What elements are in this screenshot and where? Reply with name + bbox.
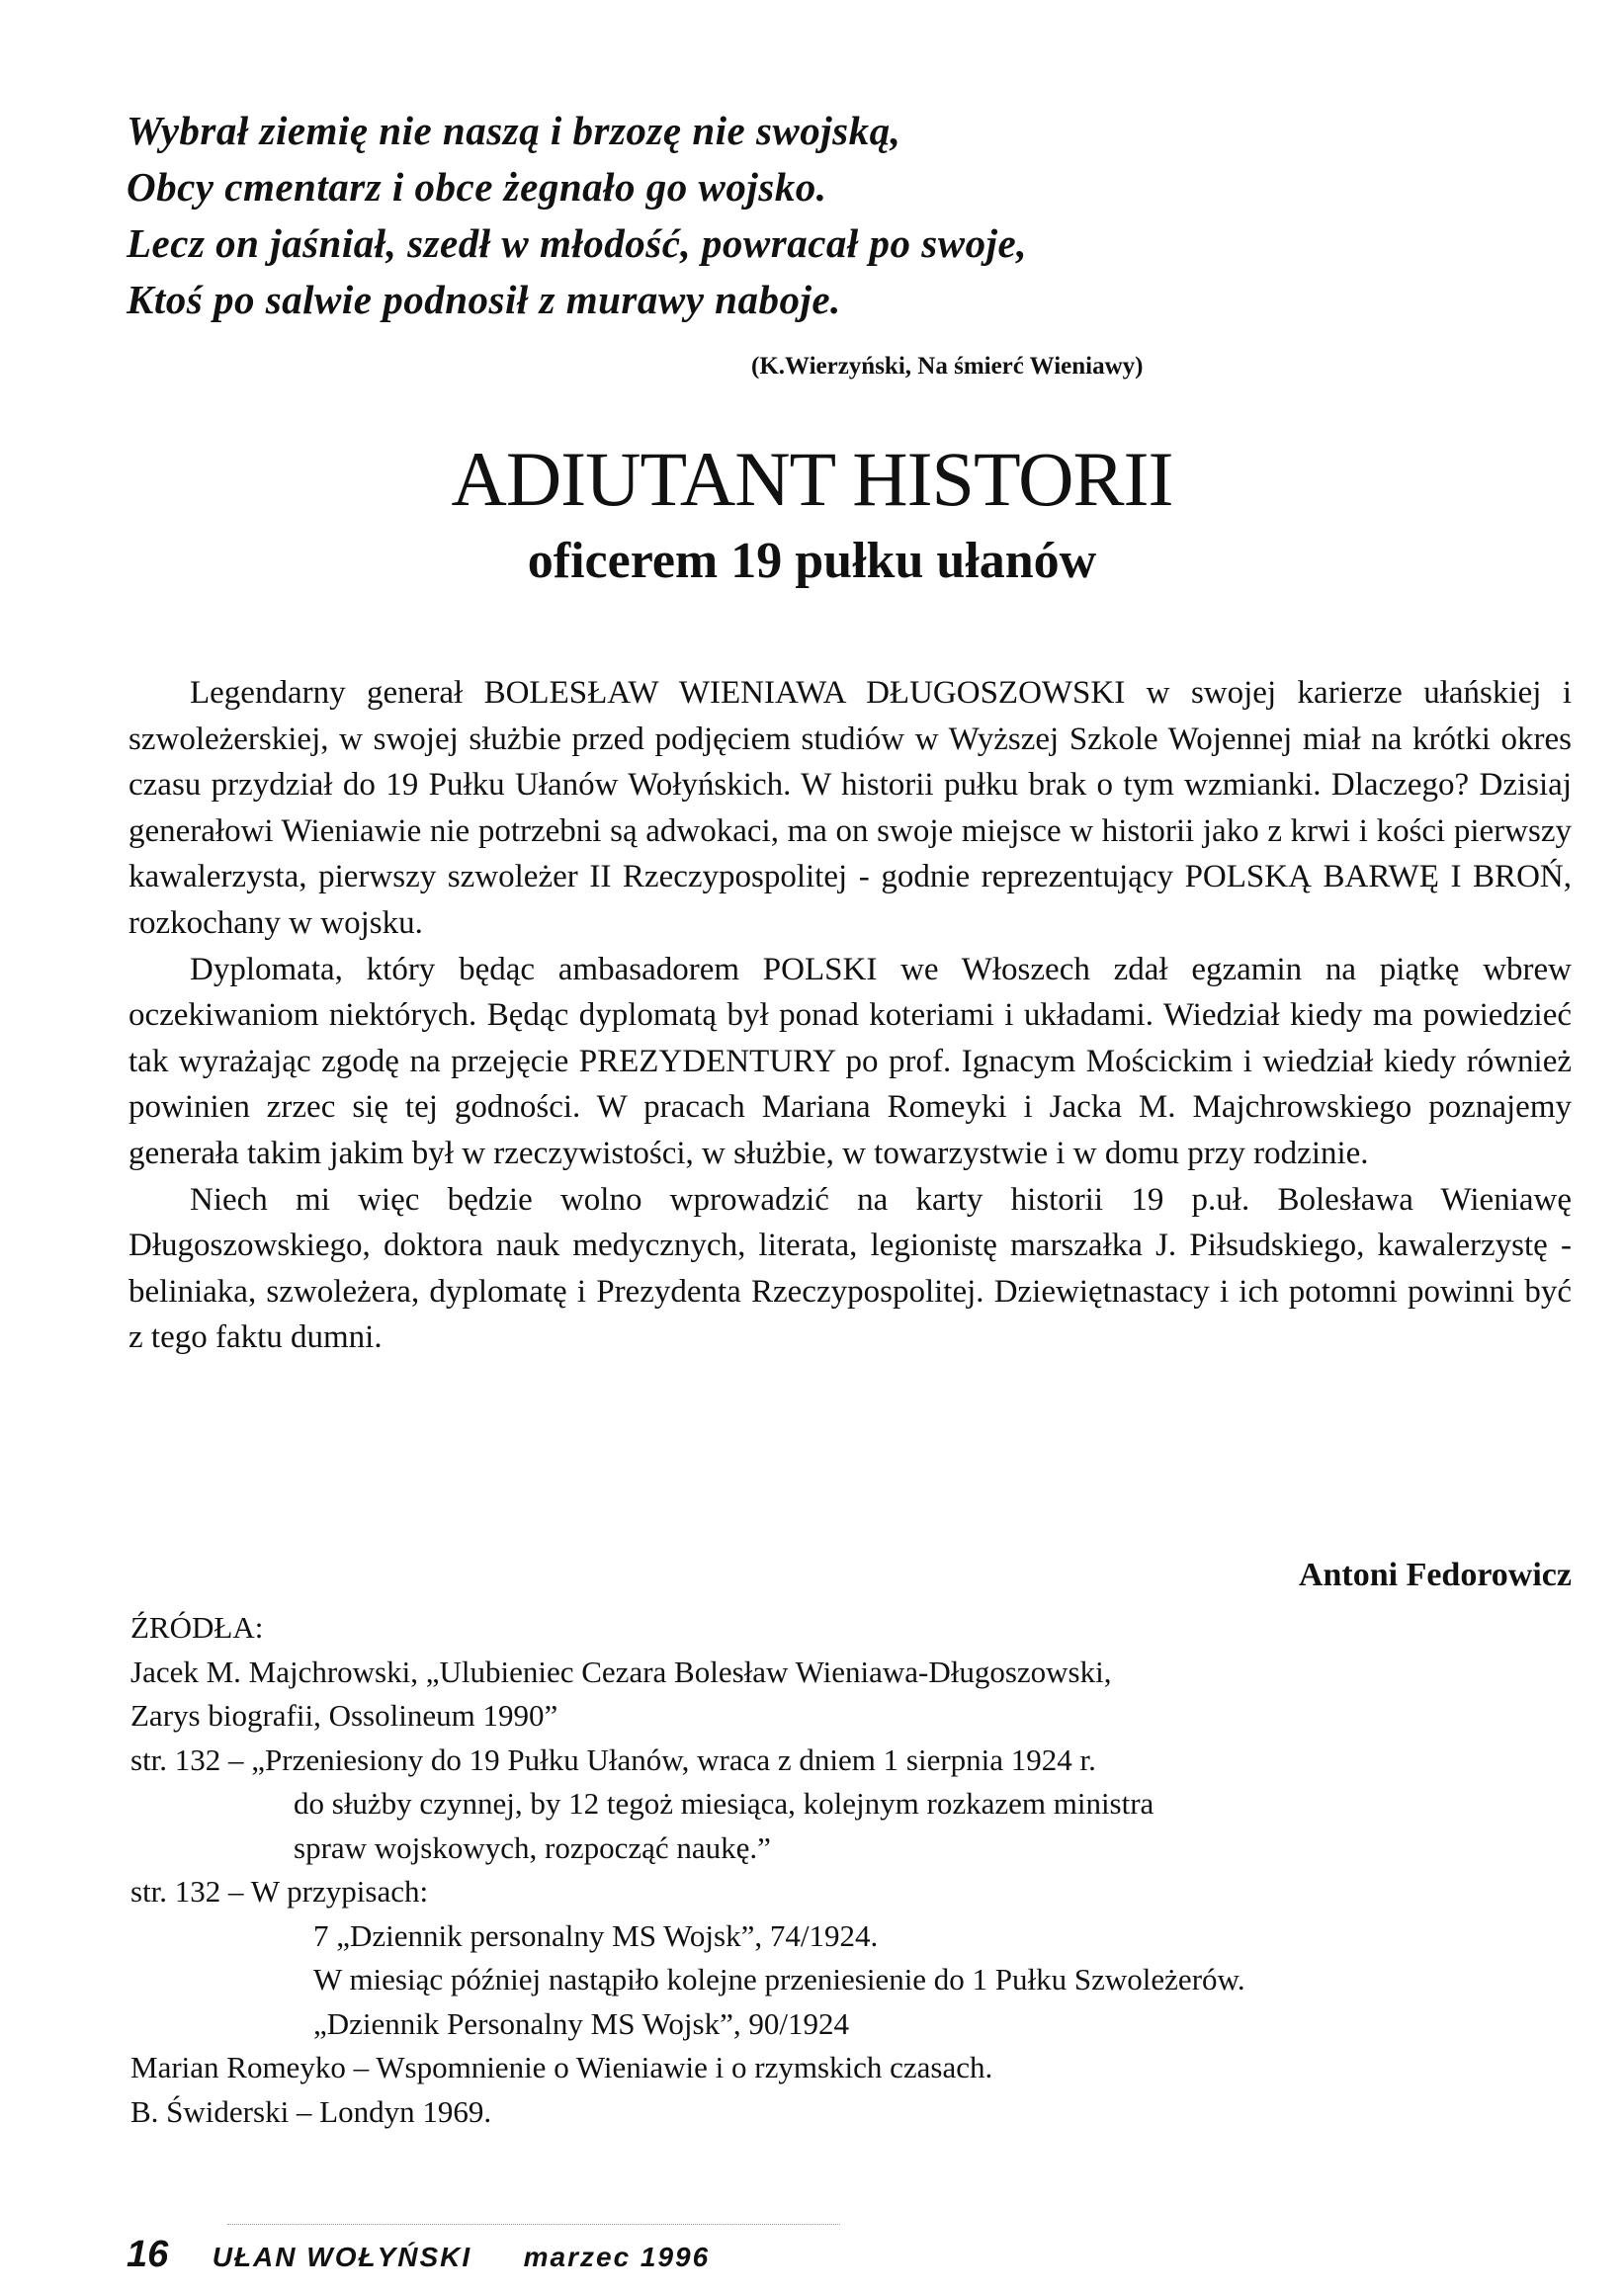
source-line: Jacek M. Majchrowski, „Ulubieniec Cezara Bolesław Wieniawa-Długoszowski,: [130, 1654, 1112, 1689]
article-title: ADIUTANT HISTORII: [451, 436, 1173, 522]
poem-line: Ktoś po salwie podnosił z murawy naboje.: [127, 277, 841, 322]
source-line: Zarys biografii, Ossolineum 1990”: [130, 1698, 558, 1733]
sources-heading: ŹRÓDŁA:: [130, 1610, 264, 1645]
article-author: Antoni Fedorowicz: [1298, 1557, 1572, 1593]
footer-divider: [227, 2224, 840, 2225]
source-line: 7 „Dziennik personalny MS Wojsk”, 74/1924.: [313, 1917, 879, 1953]
page-number: 16: [127, 2234, 169, 2275]
body-paragraph: Niech mi więc będzie wolno wprowadzić na karty historii 19 p.uł. Bolesława Wieniawę Długoszowskiego, doktora nauk medycznych, literata, legionistę marszałka J. Piłsudskiego, kawalerzystę - beliniaka, szwoleżera, dyplomatę i Prezydenta Rzeczypospolitej. Dziewiętnastacy i ich potomni powinni być z tego faktu dumni.: [128, 1181, 1572, 1356]
source-line: spraw wojskowych, rozpocząć naukę.”: [294, 1829, 771, 1865]
poem-line: Obcy cmentarz i obce żegnało go wojsko.: [127, 164, 827, 210]
issue-date: marzec 1996: [523, 2242, 711, 2272]
body-paragraph: Legendarny generał BOLESŁAW WIENIAWA DŁUGOSZOWSKI w swojej karierze ułańskiej i szwoleżerskiej, w swojej służbie przed podjęciem studiów w Wyższej Szkole Wojennej miał na krótki okres czasu przydział do 19 Pułku Ułanów Wołyńskich. W historii pułku brak o tym wzmianki. Dlaczego? Dzisiaj generałowi Wieniawie nie potrzebni są adwokaci, ma on swoje miejsce w historii jako z krwi i kości pierwszy kawalerzysta, pierwszy szwoleżer II Rzeczypospolitej - godnie reprezentujący POLSKĄ BARWĘ I BROŃ, rozkochany w wojsku.: [128, 675, 1572, 941]
epigraph-poem: [127, 103, 1411, 328]
poem-attribution: (K.Wierzyński, Na śmierć Wieniawy): [751, 353, 1144, 380]
source-line: B. Świderski – Londyn 1969.: [130, 2093, 492, 2129]
poem-line: Wybrał ziemię nie naszą i brzozę nie swojską,: [127, 108, 901, 153]
source-line: do służby czynnej, by 12 tegoż miesiąca, kolejnym rozkazem ministra: [294, 1786, 1154, 1821]
poem-line: Lecz on jaśniał, szedł w młodość, powracał po swoje,: [127, 220, 1027, 266]
publication-name: UŁAN WOŁYŃSKI: [212, 2242, 472, 2272]
page-footer: [127, 2234, 710, 2276]
article-body: [128, 670, 1572, 1361]
source-line: Marian Romeyko – Wspomnienie o Wieniawie i o rzymskich czasach.: [130, 2050, 993, 2084]
source-line: „Dziennik Personalny MS Wojsk”, 90/1924: [313, 2005, 849, 2041]
source-line: str. 132 – W przypisach:: [130, 1874, 429, 1909]
body-paragraph: Dyplomata, który będąc ambasadorem POLSKI we Włoszech zdał egzamin na piątkę wbrew oczekiwaniom niektórych. Będąc dyplomatą był ponad koteriami i układami. Wiedział kiedy ma powiedzieć tak wyrażając zgodę na przejęcie PREZYDENTURY po prof. Ignacym Mościckim i wiedział kiedy również powinien zrzec się tej godności. W pracach Mariana Romeyki i Jacka M. Majchrowskiego poznajemy generała takim jakim był w rzeczywistości, w służbie, w towarzystwie i w domu przy rodzinie.: [128, 951, 1572, 1171]
source-line: W miesiąc później nastąpiło kolejne przeniesienie do 1 Pułku Szwoleżerów.: [313, 1962, 1245, 1996]
article-subtitle: oficerem 19 pułku ułanów: [527, 533, 1097, 589]
sources-section: [130, 1606, 1574, 2134]
source-line: str. 132 – „Przeniesiony do 19 Pułku Ułanów, wraca z dniem 1 sierpnia 1924 r.: [130, 1741, 1096, 1777]
